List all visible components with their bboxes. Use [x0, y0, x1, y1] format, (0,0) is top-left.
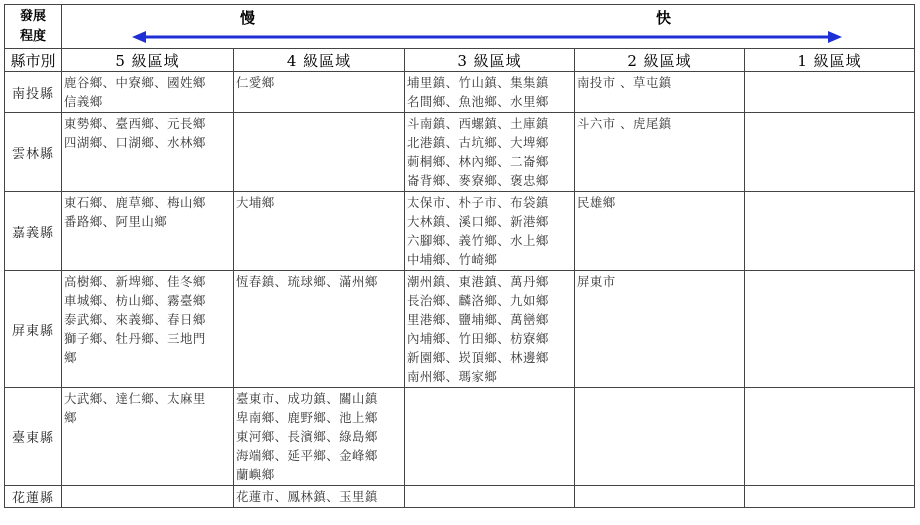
- county-name: 南投縣: [5, 72, 62, 113]
- table-row: [5, 388, 915, 486]
- level-2-cell: 屏東市: [575, 271, 745, 388]
- level-2-cell: 民雄鄉: [575, 192, 745, 271]
- table-row: [5, 192, 915, 271]
- level-2-cell: [575, 486, 745, 508]
- slow-label: 慢: [240, 9, 256, 27]
- level-4-cell: 恆春鎮、琉球鄉、滿州鄉: [234, 271, 405, 388]
- level-5-cell: 鹿谷鄉、中寮鄉、國姓鄉 信義鄉: [62, 72, 234, 113]
- level-2-cell: 斗六市 、虎尾鎮: [575, 113, 745, 192]
- level-1-cell: [745, 388, 915, 486]
- level-2-cell: 南投市 、草屯鎮: [575, 72, 745, 113]
- level-1-header: 1 級區域: [745, 49, 915, 72]
- level-5-cell: 東勢鄉、臺西鄉、元長鄉 四湖鄉、口湖鄉、水林鄉: [62, 113, 234, 192]
- table-row: [5, 72, 915, 113]
- level-3-cell: 太保市、朴子市、布袋鎮 大林鎮、溪口鄉、新港鄉 六腳鄉、義竹鄉、水上鄉 中埔鄉、竹崎鄉: [405, 192, 575, 271]
- level-3-header: 3 級區域: [405, 49, 575, 72]
- level-2-header: 2 級區域: [575, 49, 745, 72]
- county-name: 嘉義縣: [5, 192, 62, 271]
- level-3-cell: 斗南鎮、西螺鎮、土庫鎮 北港鎮、古坑鄉、大埤鄉 莿桐鄉、林內鄉、二崙鄉 崙背鄉、麥寮鄉、褒忠鄉: [405, 113, 575, 192]
- level-1-cell: [745, 72, 915, 113]
- table-row: [5, 271, 915, 388]
- level-3-cell: 潮州鎮、東港鎮、萬丹鄉 長治鄉、麟洛鄉、九如鄉 里港鄉、鹽埔鄉、萬巒鄉 內埔鄉、竹田鄉、枋寮鄉 新園鄉、崁頂鄉、林邊鄉 南州鄉、瑪家鄉: [405, 271, 575, 388]
- development-table: [4, 4, 915, 508]
- table-row: [5, 113, 915, 192]
- level-5-header: 5 級區域: [62, 49, 234, 72]
- level-1-cell: [745, 192, 915, 271]
- level-4-cell: [234, 113, 405, 192]
- development-level-label: 發展 程度: [5, 5, 62, 49]
- level-5-cell: 高樹鄉、新埤鄉、佳冬鄉 車城鄉、枋山鄉、霧臺鄉 泰武鄉、來義鄉、春日鄉 獅子鄉、牡丹鄉、三地門 鄉: [62, 271, 234, 388]
- level-5-cell: [62, 486, 234, 508]
- double-arrow-icon: [132, 31, 842, 43]
- fast-label: 快: [656, 9, 672, 27]
- speed-scale: [62, 5, 915, 49]
- county-name: 屏東縣: [5, 271, 62, 388]
- county-name: 臺東縣: [5, 388, 62, 486]
- level-4-cell: 臺東市、成功鎮、關山鎮 卑南鄉、鹿野鄉、池上鄉 東河鄉、長濱鄉、綠島鄉 海端鄉、延平鄉、金峰鄉 蘭嶼鄉: [234, 388, 405, 486]
- level-3-cell: 埔里鎮、竹山鎮、集集鎮 名間鄉、魚池鄉、水里鄉: [405, 72, 575, 113]
- table-row: [5, 486, 915, 508]
- level-4-cell: 花蓮市、鳳林鎮、玉里鎮: [234, 486, 405, 508]
- level-4-header: 4 級區域: [234, 49, 405, 72]
- county-name: 花蓮縣: [5, 486, 62, 508]
- level-3-cell: [405, 388, 575, 486]
- county-name: 雲林縣: [5, 113, 62, 192]
- level-3-cell: [405, 486, 575, 508]
- level-1-cell: [745, 271, 915, 388]
- level-1-cell: [745, 486, 915, 508]
- level-5-cell: 東石鄉、鹿草鄉、梅山鄉 番路鄉、阿里山鄉: [62, 192, 234, 271]
- level-5-cell: 大武鄉、達仁鄉、太麻里 鄉: [62, 388, 234, 486]
- level-4-cell: 大埔鄉: [234, 192, 405, 271]
- level-4-cell: 仁愛鄉: [234, 72, 405, 113]
- level-1-cell: [745, 113, 915, 192]
- county-column-header: 縣市別: [5, 49, 62, 72]
- level-2-cell: [575, 388, 745, 486]
